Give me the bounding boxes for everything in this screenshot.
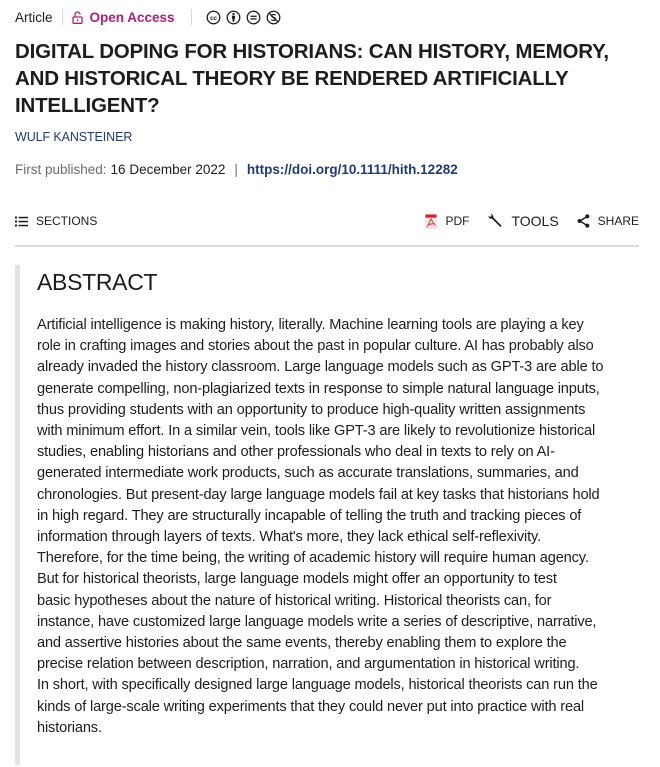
- unlocked-padlock-icon: [72, 11, 83, 24]
- creative-commons-icon: [206, 10, 221, 25]
- divider: [191, 9, 192, 25]
- abstract-line: in high regard. They are structurally incapable of telling the truth and tracking pieces of: [37, 507, 582, 524]
- abstract-line: precise relation between description, narration, and argumentation in historical writing.: [37, 656, 580, 673]
- abstract-line: In short, with specifically designed large language models, historical theorists can run the: [37, 677, 598, 694]
- abstract-line: Therefore, for the time being, the writing of academic history will require human agency.: [37, 550, 589, 567]
- abstract-line: basic hypotheses about the nature of historical writing. Historical theorists can, for: [37, 592, 552, 609]
- abstract-line: kinds of large-scale writing experiments that they could never put into practice with real: [37, 698, 585, 715]
- first-published-label: First published:: [15, 162, 107, 177]
- share-icon: [577, 214, 590, 228]
- abstract-heading: ABSTRACT: [37, 269, 158, 295]
- abstract-line: generate compelling, non-plagiarized texts in response to simple natural language inputs,: [37, 380, 600, 397]
- abstract-line: chronologies. But present-day large language models fail at key tasks that historians hold: [37, 486, 600, 503]
- non-commercial-icon: [266, 10, 281, 25]
- abstract-line: information through layers of texts. What's more, they lack ethical self-reflexivity.: [37, 529, 541, 546]
- abstract-line: role in crafting images and stories about the past in popular culture. AI has probably also: [37, 338, 594, 355]
- list-icon: [15, 216, 28, 227]
- pdf-label: PDF: [445, 214, 470, 228]
- abstract-line: studies, enabling historians and other professionals who deal in texts to rely on AI-: [37, 444, 555, 461]
- pdf-icon: [425, 214, 437, 229]
- divider: [62, 9, 63, 25]
- author-link[interactable]: WULF KANSTEINER: [15, 130, 133, 144]
- no-derivatives-icon: [246, 10, 261, 25]
- abstract-section: [15, 265, 640, 765]
- article-meta-bar: [15, 6, 281, 28]
- article-title: DIGITAL DOPING FOR HISTORIANS: CAN HISTORY, MEMORY, AND HISTORICAL THEORY BE RENDERED ARTIFICIALLY INTELLIGENT?: [15, 40, 609, 117]
- article-toolbar: [15, 208, 639, 234]
- wrench-icon: [487, 213, 503, 229]
- abstract-line: instance, have customized large language models write a series of descriptive, narrative,: [37, 613, 597, 630]
- sections-label: SECTIONS: [36, 214, 98, 228]
- first-published-date: 16 December 2022: [110, 162, 226, 177]
- sections-button[interactable]: [15, 214, 97, 228]
- publication-info: [15, 162, 458, 177]
- abstract-line: historians.: [37, 719, 102, 736]
- doi-link[interactable]: https://doi.org/10.1111/hith.12282: [246, 162, 458, 177]
- share-label: SHARE: [597, 214, 639, 228]
- open-access-label: Open Access: [89, 9, 175, 25]
- license-icons[interactable]: [206, 10, 281, 25]
- abstract-text: [37, 315, 647, 739]
- abstract-line: Artificial intelligence is making history, literally. Machine learning tools are playing a key: [37, 317, 584, 333]
- svg-text:cc: cc: [209, 14, 217, 22]
- tools-button[interactable]: [487, 213, 558, 229]
- share-button[interactable]: [577, 214, 639, 228]
- attribution-icon: [226, 10, 241, 25]
- abstract-line: and assertive histories about the same events, thereby enabling them to explore the: [37, 635, 567, 652]
- abstract-line: thus providing students with an opportunity to produce high-quality written assignments: [37, 401, 586, 418]
- abstract-line: already invaded the history classroom. Large language models such as GPT-3 are able to: [37, 359, 604, 376]
- abstract-line: with minimum effort. In a similar vein, tools like GPT-3 are likely to revolutionize historical: [37, 423, 596, 440]
- separator: |: [234, 162, 238, 177]
- abstract-line: But for historical theorists, large language models might offer an opportunity to test: [37, 571, 557, 588]
- abstract-line: generated intermediate work products, such as accurate translations, summaries, and: [37, 465, 579, 482]
- open-access-badge: [72, 10, 175, 25]
- pdf-button[interactable]: [425, 214, 469, 229]
- article-type-label: Article: [15, 9, 53, 25]
- tools-label: TOOLS: [511, 213, 559, 229]
- toolbar-divider: [15, 245, 639, 247]
